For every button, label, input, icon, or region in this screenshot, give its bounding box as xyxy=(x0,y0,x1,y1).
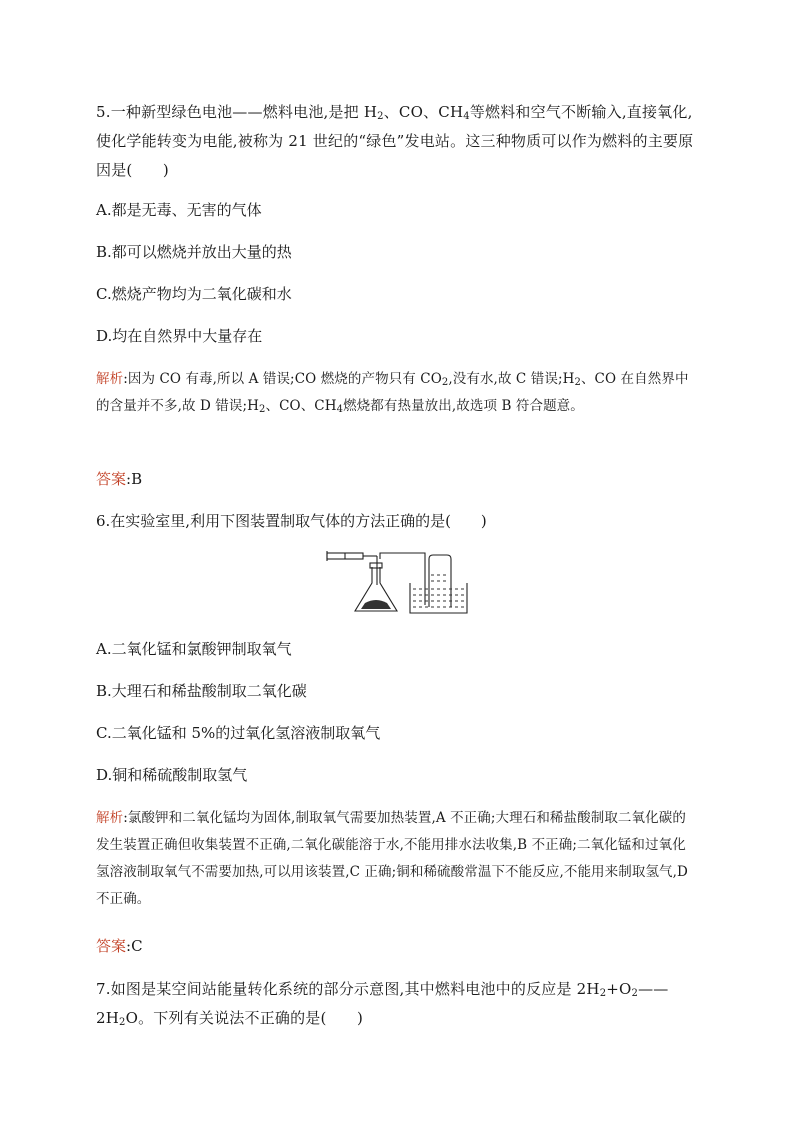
question-6-stem: 6.在实验室里,利用下图装置制取气体的方法正确的是( ) xyxy=(96,512,487,530)
question-6-analysis: 解析:氯酸钾和二氧化锰均为固体,制取氧气需要加热装置,A 不正确;大理石和稀盐酸制取二氧化碳的发生装置正确但收集装置不正确,二氧化碳能溶于水,不能用排水法收集,B 不正确;二氧化锰和过氧化氢溶液制取氧气不需要加热,可以用该装置,C 正确;铜和稀硫酸常温下不能反应,不能用来制取氢气,D 不正确。 xyxy=(96,810,688,907)
question-5-stem: 5.一种新型绿色电池——燃料电池,是把 $H_2$、CO、$CH_4$等燃料和空气不断输入,直接氧化,使化学能转变为电能,被称为 21 世纪的“绿色”发电站。这三种物质可以作为燃料的主要原因是( ) xyxy=(96,103,694,179)
question-5-option-d: D.均在自然界中大量存在 xyxy=(96,327,263,345)
question-5-answer: 答案:B xyxy=(96,470,143,488)
question-5-option-c: C.燃烧产物均为二氧化碳和水 xyxy=(96,285,292,303)
question-5-option-b: B.都可以燃烧并放出大量的热 xyxy=(96,243,292,261)
question-5-option-a: A.都是无毒、无害的气体 xyxy=(96,201,262,219)
analysis-label: 解析 xyxy=(96,371,124,387)
analysis-label: 解析 xyxy=(96,810,124,826)
question-6-option-c: C.二氧化锰和 5%的过氧化氢溶液制取氧气 xyxy=(96,724,381,742)
question-7-stem: 7.如图是某空间站能量转化系统的部分示意图,其中燃料电池中的反应是 $2H_2+O_2——$ $2H_2O$。下列有关说法不正确的是( ) xyxy=(96,980,669,1028)
question-6-answer: 答案:C xyxy=(96,937,143,955)
question-6-option-a: A.二氧化锰和氯酸钾制取氧气 xyxy=(96,640,292,658)
answer-label: 答案 xyxy=(96,937,127,955)
answer-label: 答案 xyxy=(96,470,127,488)
question-5-analysis: 解析:因为 CO 有毒,所以 A 错误;CO 燃烧的产物只有 $CO_2$,没有水,故 C 错误$;H_2$、CO 在自然界中的含量并不多,故 D 错误$;H_2$、CO、$CH_4$燃烧都有热量放出,故选项 B 符合题意。 xyxy=(96,371,689,415)
question-6-option-d: D.铜和稀硫酸制取氢气 xyxy=(96,766,248,784)
gas-apparatus-figure xyxy=(325,545,505,615)
question-6-option-b: B.大理石和稀盐酸制取二氧化碳 xyxy=(96,682,307,700)
water-trough-icon xyxy=(410,583,467,613)
